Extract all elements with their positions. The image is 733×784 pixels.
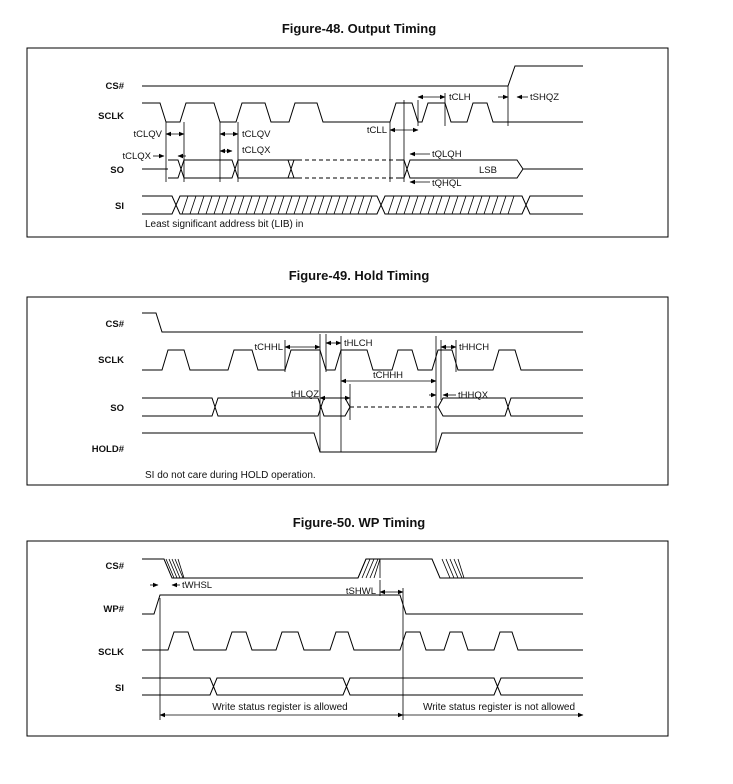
si-waveform	[142, 196, 583, 214]
so-waveform	[142, 398, 583, 416]
figure-49-note: SI do not care during HOLD operation.	[145, 470, 316, 481]
tclqv-label-2: tCLQV	[242, 129, 271, 140]
so-signal-label: SO	[110, 165, 124, 176]
write-allowed-label: Write status register is allowed	[212, 702, 348, 713]
tclqx-label-2: tCLQX	[242, 145, 271, 156]
figure-48	[27, 21, 668, 237]
cs-waveform	[142, 559, 583, 578]
thlqz-label: tHLQZ	[291, 389, 319, 400]
tclqv-label-1: tCLQV	[133, 129, 162, 140]
figure-49	[27, 268, 668, 485]
write-not-allowed-label: Write status register is not allowed	[422, 702, 576, 713]
hold-waveform	[142, 433, 583, 452]
sclk-signal-label: SCLK	[98, 111, 124, 122]
figure-49-title: Figure-49. Hold Timing	[288, 268, 430, 283]
sclk-signal-label: SCLK	[98, 355, 124, 366]
tcll-label: tCLL	[366, 125, 387, 136]
so-signal-label: SO	[110, 403, 124, 414]
si-signal-label: SI	[115, 201, 124, 212]
thhch-label: tHHCH	[459, 342, 490, 353]
wp-signal-label: WP#	[103, 604, 124, 615]
tclh-label: tCLH	[449, 92, 471, 103]
figure-50-title: Figure-50. WP Timing	[292, 515, 426, 530]
figure-48-title: Figure-48. Output Timing	[281, 21, 437, 36]
twhsl-label: tWHSL	[182, 580, 213, 591]
thlch-label: tHLCH	[344, 338, 373, 349]
sclk-waveform	[142, 632, 583, 650]
lsb-label: LSB	[479, 165, 497, 176]
tchhl-label: tCHHL	[254, 342, 283, 353]
cs-signal-label: CS#	[105, 319, 124, 330]
wp-waveform	[142, 595, 583, 614]
tchhh-label: tCHHH	[372, 370, 404, 381]
figure-50	[27, 515, 668, 736]
so-waveform	[142, 160, 583, 178]
sclk-waveform	[142, 350, 583, 370]
figure-49-timing-markers	[254, 332, 489, 452]
cs-signal-label: CS#	[105, 81, 124, 92]
tqlqh-label: tQLQH	[432, 149, 462, 160]
sclk-signal-label: SCLK	[98, 647, 124, 658]
cs-waveform	[142, 313, 583, 332]
tshwl-label: tSHWL	[345, 586, 376, 597]
cs-waveform	[142, 66, 583, 86]
tclqx-label-1: tCLQX	[122, 151, 151, 162]
thhqx-label: tHHQX	[458, 390, 489, 401]
figure-48-note: Least significant address bit (LIB) in	[145, 219, 304, 230]
cs-signal-label: CS#	[105, 561, 124, 572]
si-waveform	[142, 678, 583, 695]
tshqz-label: tSHQZ	[530, 92, 560, 103]
tqhql-label: tQHQL	[432, 178, 462, 189]
sclk-waveform	[142, 103, 583, 122]
hold-signal-label: HOLD#	[91, 444, 124, 455]
si-signal-label: SI	[115, 683, 124, 694]
